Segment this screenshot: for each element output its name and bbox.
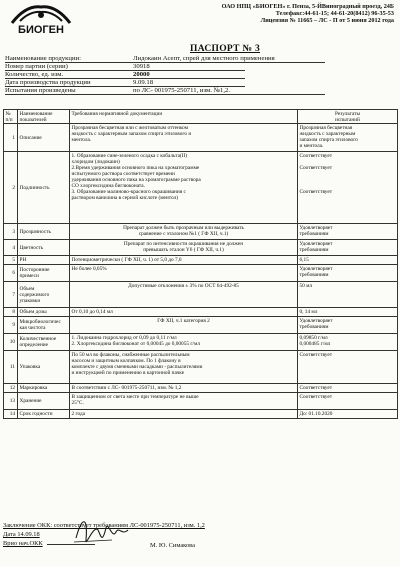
requirement-line: СО хлоргексидина биглюконата. [71,183,145,190]
result-line: 50 мл [299,282,313,289]
requirement-line: ГФ XII, ч.1 категория 2 [157,317,210,324]
row-number: 9 [4,317,18,334]
result-line: Прозрачная бесцветная [299,124,353,131]
field-label: Номер партии (серии) [5,63,68,71]
field-value: 30918 [133,63,150,71]
indicator-line: Подлинность [19,184,50,191]
row-indicator [18,393,70,410]
field-value: 20000 [133,71,150,79]
requirement-line: Препарат по интенсивности окрашивания не должен [123,240,244,247]
row-indicator [18,308,70,317]
result-line [300,195,396,201]
header-name: Наименование показателей [18,110,70,124]
requirement-line: хлоридом (лидокаин) [71,158,120,165]
indicator-line: Количественное [19,336,57,343]
row-requirement [70,282,298,308]
signer-name: М. Ю. Симакова [150,542,195,549]
footer [3,521,397,549]
row-result [298,393,398,410]
requirement-line: От 0,10 до 0,14 мл [71,308,113,315]
result-line: Соответствует [299,164,333,171]
field-label: Испытания произведены [5,87,76,95]
result-line: Удовлетворяет [299,224,333,231]
requirement-line: В соответствии с ЛС- 001975-250711, изм. № 1,2 [71,384,182,391]
result-line: 0, 14 мл [299,308,318,315]
row-result [298,282,398,308]
row-number: 11 [4,351,18,384]
result-line: Удовлетворяет [299,240,333,247]
row-result [298,410,398,419]
result-line: До: 01.10.2020 [299,410,333,417]
result-line: Соответствует [299,152,333,159]
requirement-line: 2.Время удерживания основного пика на хроматограмме [71,164,200,171]
row-indicator [18,265,70,282]
requirement-line: превышать эталон Y6 ( ГФ XII, ч.1) [143,246,224,253]
row-number: 2 [4,152,18,224]
indicator-line: примеси [19,273,39,280]
requirement-line: сравнение с эталоном №1 ( ГФ XII, ч.1) [138,230,229,237]
requirement-line: Не более 0,05% [71,265,107,272]
table-row [4,282,398,308]
document-title: ПАСПОРТ № 3 [190,44,261,54]
row-indicator [18,224,70,240]
row-requirement [70,317,298,334]
row-number: 5 [4,256,18,265]
indicator-line: упаковки [19,297,41,304]
result-line: Удовлетворяет [299,317,333,324]
row-requirement [70,240,298,256]
result-line: Соответствует [299,384,333,391]
row-number: 3 [4,224,18,240]
date-line: Дата 14.09.18 [3,531,40,539]
row-number: 7 [4,282,18,308]
requirement-line: ментола. [71,136,92,143]
row-number: 14 [4,410,18,419]
result-line: 6,15 [299,256,309,263]
indicator-line: Цветность [19,244,44,251]
row-number: 4 [4,240,18,256]
result-line: и ментола. [299,142,324,149]
table-row [4,240,398,256]
requirement-line: удерживания основного пика на хроматограмме раствора [71,177,201,184]
requirement-line: В защищенном от света месте при температуре не выше [71,393,199,400]
row-requirement [70,351,298,384]
indicator-line: кая чистота [19,325,46,332]
row-indicator [18,124,70,152]
row-indicator [18,410,70,419]
row-requirement [70,152,298,224]
row-indicator [18,351,70,384]
indicator-line: Объем [19,285,35,292]
requirement-line: 1. Лидокаина гидрохлорид от 0,09 до 0,11 г/мл [71,334,177,341]
row-indicator [18,384,70,393]
field-label: Дата производства продукции [5,79,91,87]
indicator-line: Упаковка [19,364,41,371]
biogen-logo [6,3,76,35]
field-label: Количество, ед. изм. [5,71,64,79]
row-number: 13 [4,393,18,410]
table-row [4,384,398,393]
row-indicator [18,152,70,224]
company-line: Телефакс:44-61-15; 44-61-20(8412) 96-35-53 [275,9,394,17]
company-line: ОАО НПЦ «БИОГЕН» г. Пенза, 5-ЙВиноградный проезд, 24Б [221,3,394,10]
field-tests [5,87,395,95]
requirement-line: 2. Хлоргексидина биглюконат от 0,00045 до 0,00055 г/мл [71,340,200,347]
row-indicator [18,317,70,334]
row-indicator [18,256,70,265]
row-result [298,240,398,256]
indicator-line: Микробиологичес [19,319,61,326]
field-product-name [5,55,395,63]
table-row [4,256,398,265]
row-indicator [18,282,70,308]
row-result [298,256,398,265]
table-row [4,224,398,240]
table-row [4,410,398,419]
requirement-line: Допустимые отклонения ± 3% по ОСТ 64-492-85 [128,282,239,289]
result-line: требованиям [299,271,329,278]
result-line: требованиям [299,230,329,237]
indicator-line: Прозрачность [19,228,51,235]
table-row [4,393,398,410]
requirement-line: и инструкцией по применению в картонной пачке [71,369,185,376]
row-requirement [70,410,298,419]
requirement-line: раствором ванилина в серной кислоте (ментол) [71,195,178,202]
requirement-line: По 50 мл во флаконы, снабженные распылительным [71,351,190,358]
indicator-line: PH [19,257,27,264]
row-requirement [70,256,298,265]
requirement-line: жидкость с характерным запахом спирта этилового и [71,130,192,137]
row-number: 10 [4,334,18,351]
row-number: 1 [4,124,18,152]
requirement-line: Препарат должен быть прозрачным или выдерживать [123,224,244,231]
row-result [298,152,398,224]
result-line: 0,09850 г/мл [299,334,328,341]
table-row [4,351,398,384]
row-requirement [70,393,298,410]
row-result [298,317,398,334]
row-requirement [70,308,298,317]
requirement-line: насосом и защитным колпачком. По 1 флакону в [71,357,181,364]
conclusion: Заключение ОКК: соответствует требованиям ЛС-001975-250711, изм. 1,2 [3,522,205,529]
table-row [4,308,398,317]
row-requirement [70,224,298,240]
field-value: по ЛС- 001975-250711, изм. №1,2. [133,87,231,95]
indicator-line: Маркировка [19,385,48,392]
requirement-line: 25°C. [71,399,84,406]
row-indicator [18,240,70,256]
row-requirement [70,124,298,152]
field-quantity [5,71,395,79]
header-results: Результаты испытаний [298,110,398,124]
field-batch-number [5,63,395,71]
spec-table [3,109,398,419]
requirement-line: 1. Образование сине-зеленого осадка с кобальта(II) [71,152,187,159]
indicator-line: Срок годности [19,411,53,418]
row-number: 12 [4,384,18,393]
table-row [4,317,398,334]
result-line: Соответствует [299,393,333,400]
company-info [222,4,394,24]
result-line: запахом спирта этилового [299,136,358,143]
result-line: 0,000485 г/мл [299,340,331,347]
requirement-line: 2 года [71,410,86,417]
field-value: 9.09.18 [133,79,154,87]
indicator-line: Описание [19,134,42,141]
requirement-line: Прозрачная бесцветная или с желтоватым оттенком [71,124,189,131]
row-result [298,308,398,317]
field-value: Лидокаин Асепт, спрей для местного применения [133,55,275,62]
result-line: требованиям [299,246,329,253]
field-label: Наименование продукции: [5,55,81,62]
row-requirement [70,384,298,393]
company-line: Лицензия № 11665 – ЛС - П от 5 июня 2012 года [260,16,394,24]
result-line: Соответствует [299,351,333,358]
indicator-line: Хранение [19,398,42,405]
row-result [298,334,398,351]
row-result [298,265,398,282]
result-line: требованиям [299,323,329,330]
row-result [298,384,398,393]
result-line: Соответствует [299,189,333,196]
table-row [4,334,398,351]
table-row [4,265,398,282]
result-line: Удовлетворяет [299,265,333,272]
table-row [4,124,398,152]
row-result [298,124,398,152]
signature-icon [72,510,132,552]
field-production-date [5,79,395,87]
row-result [298,351,398,384]
requirement-line: 3. Образование малиново-красного окрашивания с [71,189,186,196]
row-requirement [70,265,298,282]
svg-text:БИОГЕН: БИОГЕН [18,24,64,35]
table-header-row [4,110,398,124]
indicator-line: Объем дозы [19,309,47,316]
header-requirements: Требования нормативной документации [70,110,298,124]
row-requirement [70,334,298,351]
row-result [298,224,398,240]
signer-line: Врио нач.ОКК [3,539,397,548]
row-number: 8 [4,308,18,317]
table-row [4,152,398,224]
indicator-line: Посторонние [19,267,50,274]
result-line: жидкость с характерным [299,130,356,137]
indicator-line: определение [19,342,48,349]
row-number: 6 [4,265,18,282]
indicator-line: содержимого [19,291,50,298]
requirement-line: испытуемого раствора соответствует времени [71,170,175,177]
header-num: № п/п [4,110,18,124]
product-fields [5,55,395,95]
row-indicator [18,334,70,351]
requirement-line: комплекте с двумя сменными насадками - распылителями [71,363,203,370]
requirement-line: Потенциометрически ( ГФ XII, ч. 1) от 5,0 до 7,0 [71,256,182,263]
